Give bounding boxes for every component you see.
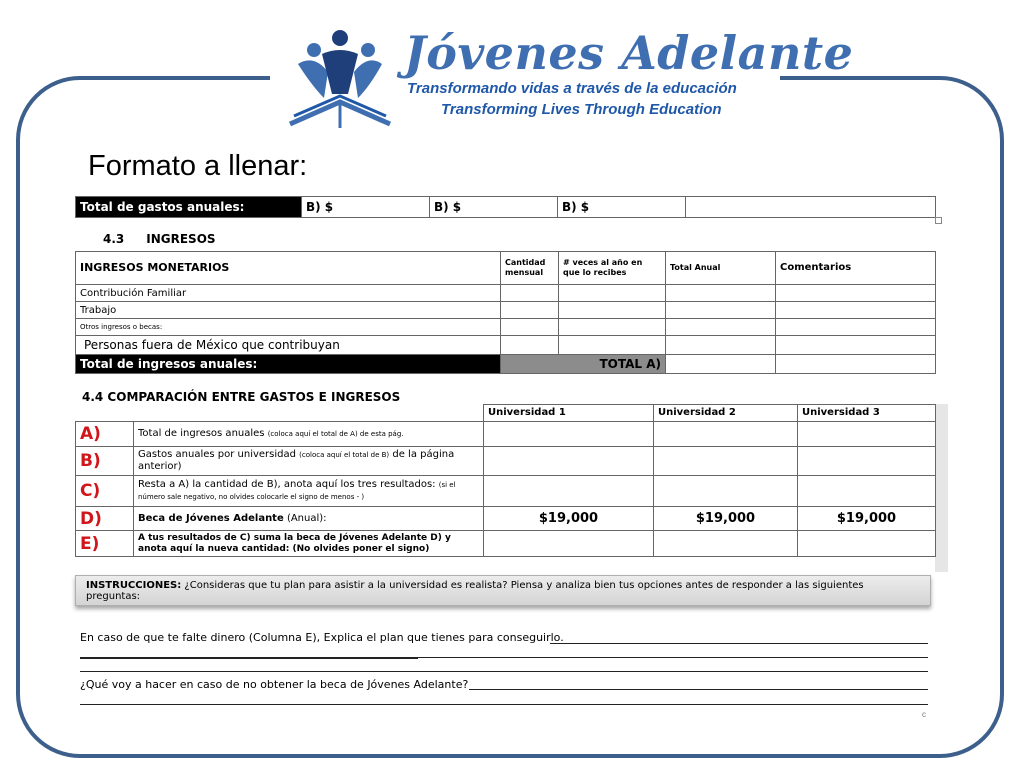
table-side-shade xyxy=(935,404,948,572)
input-cell[interactable] xyxy=(484,422,654,447)
question-1: En caso de que te falte dinero (Columna E), Explica el plan que tienes para conseguirlo. xyxy=(80,631,564,644)
beca-value-2: $19,000 xyxy=(654,507,798,531)
input-cell[interactable] xyxy=(484,531,654,557)
header-universidad-3: Universidad 3 xyxy=(798,405,936,422)
row-description-d xyxy=(134,507,484,531)
input-cell[interactable] xyxy=(798,476,936,507)
small-checkbox xyxy=(935,217,942,224)
instructions-box xyxy=(75,575,931,606)
header-ingresos-monetarios: INGRESOS MONETARIOS xyxy=(76,252,501,285)
total-a-input[interactable] xyxy=(666,355,776,374)
input-cell[interactable] xyxy=(666,285,776,302)
answer-line-3[interactable] xyxy=(418,657,928,658)
row-note: (coloca aquí el total de A) de esta pág. xyxy=(267,430,404,438)
input-cell[interactable] xyxy=(559,302,666,319)
row-description-a xyxy=(134,422,484,447)
input-cell[interactable] xyxy=(776,319,936,336)
input-cell[interactable] xyxy=(654,531,798,557)
input-cell[interactable] xyxy=(559,319,666,336)
input-cell[interactable] xyxy=(776,302,936,319)
row-description-b xyxy=(134,447,484,476)
row-letter-d: D) xyxy=(76,507,134,531)
ingresos-table xyxy=(75,251,936,374)
page-mark: c xyxy=(922,710,926,719)
gastos-cell-4[interactable] xyxy=(686,197,936,218)
row-letter-c: C) xyxy=(76,476,134,507)
input-cell[interactable] xyxy=(666,336,776,355)
row-letter-e: E) xyxy=(76,531,134,557)
comment-input[interactable] xyxy=(776,355,936,374)
input-cell[interactable] xyxy=(798,422,936,447)
page-heading: Formato a llenar: xyxy=(88,150,308,182)
gastos-label: Total de gastos anuales: xyxy=(76,197,302,218)
input-cell[interactable] xyxy=(666,302,776,319)
header-comentarios: Comentarios xyxy=(776,252,936,285)
input-cell[interactable] xyxy=(776,285,936,302)
comparison-table xyxy=(75,404,936,557)
row-text: Total de ingresos anuales xyxy=(138,428,265,439)
row-description-c xyxy=(134,476,484,507)
input-cell[interactable] xyxy=(484,447,654,476)
answer-line-5[interactable] xyxy=(469,689,928,690)
input-cell[interactable] xyxy=(559,336,666,355)
header-universidad-1: Universidad 1 xyxy=(484,405,654,422)
header-cantidad-mensual: Cantidad mensual xyxy=(501,252,559,285)
gastos-table xyxy=(75,196,936,218)
section-number: 4.3 xyxy=(103,232,125,246)
answer-line-2[interactable] xyxy=(80,657,418,659)
input-cell[interactable] xyxy=(501,336,559,355)
row-text: Resta a A) la cantidad de B), anota aquí los tres resultados: xyxy=(138,479,436,490)
header-spacer xyxy=(76,405,484,422)
logo-tagline-es: Transformando vidas a través de la educación xyxy=(407,80,737,97)
input-cell[interactable] xyxy=(666,319,776,336)
gastos-cell-2[interactable]: B) $ xyxy=(430,197,558,218)
row-label: Contribución Familiar xyxy=(76,285,501,302)
header-total-anual: Total Anual xyxy=(666,252,776,285)
logo-tagline-en: Transforming Lives Through Education xyxy=(441,101,722,118)
input-cell[interactable] xyxy=(798,447,936,476)
input-cell[interactable] xyxy=(559,285,666,302)
row-text-2: de la página anterior) xyxy=(138,449,455,472)
section-4-3-heading xyxy=(103,232,216,246)
input-cell[interactable] xyxy=(501,285,559,302)
header-veces-al-ano: # veces al año en que lo recibes xyxy=(559,252,666,285)
header-universidad-2: Universidad 2 xyxy=(654,405,798,422)
row-letter-a: A) xyxy=(76,422,134,447)
section-title: INGRESOS xyxy=(146,232,216,246)
input-cell[interactable] xyxy=(501,319,559,336)
answer-line-4[interactable] xyxy=(80,671,928,672)
total-a-label: TOTAL A) xyxy=(501,355,666,374)
instructions-lead: INSTRUCCIONES: xyxy=(86,580,182,591)
row-note: (si el número sale negativo, no olvides colocarle el signo de menos - ) xyxy=(138,481,456,501)
gastos-cell-1[interactable]: B) $ xyxy=(302,197,430,218)
input-cell[interactable] xyxy=(776,336,936,355)
logo-brand-name: Jóvenes Adelante xyxy=(404,26,854,80)
section-4-4-heading: 4.4 COMPARACIÓN ENTRE GASTOS E INGRESOS xyxy=(82,390,401,404)
row-text-suffix: (Anual): xyxy=(286,512,327,524)
row-letter-b: B) xyxy=(76,447,134,476)
total-ingresos-label: Total de ingresos anuales: xyxy=(76,355,501,374)
row-description-e: A tus resultados de C) suma la beca de Jóvenes Adelante D) y anota aquí la nueva cantidad: (No olvides poner el signo) xyxy=(134,531,484,557)
input-cell[interactable] xyxy=(654,422,798,447)
instructions-text: ¿Consideras que tu plan para asistir a la universidad es realista? Piensa y analiza bien tus opciones antes de responder a las siguientes preguntas: xyxy=(86,580,864,602)
input-cell[interactable] xyxy=(654,447,798,476)
row-label: Otros ingresos o becas: xyxy=(76,319,501,336)
input-cell[interactable] xyxy=(798,531,936,557)
row-text: Beca de Jóvenes Adelante xyxy=(138,512,284,524)
jovenes-adelante-logo-icon xyxy=(284,24,396,134)
row-note: (coloca aquí el total de B) xyxy=(299,451,390,459)
question-2: ¿Qué voy a hacer en caso de no obtener la beca de Jóvenes Adelante? xyxy=(80,678,469,691)
input-cell[interactable] xyxy=(501,302,559,319)
beca-value-1: $19,000 xyxy=(484,507,654,531)
answer-line-6[interactable] xyxy=(80,704,928,705)
row-label: Trabajo xyxy=(76,302,501,319)
row-label: Personas fuera de México que contribuyan xyxy=(76,336,501,355)
input-cell[interactable] xyxy=(484,476,654,507)
answer-line-1[interactable] xyxy=(550,643,928,644)
input-cell[interactable] xyxy=(654,476,798,507)
gastos-cell-3[interactable]: B) $ xyxy=(558,197,686,218)
beca-value-3: $19,000 xyxy=(798,507,936,531)
row-text: Gastos anuales por universidad xyxy=(138,449,296,460)
